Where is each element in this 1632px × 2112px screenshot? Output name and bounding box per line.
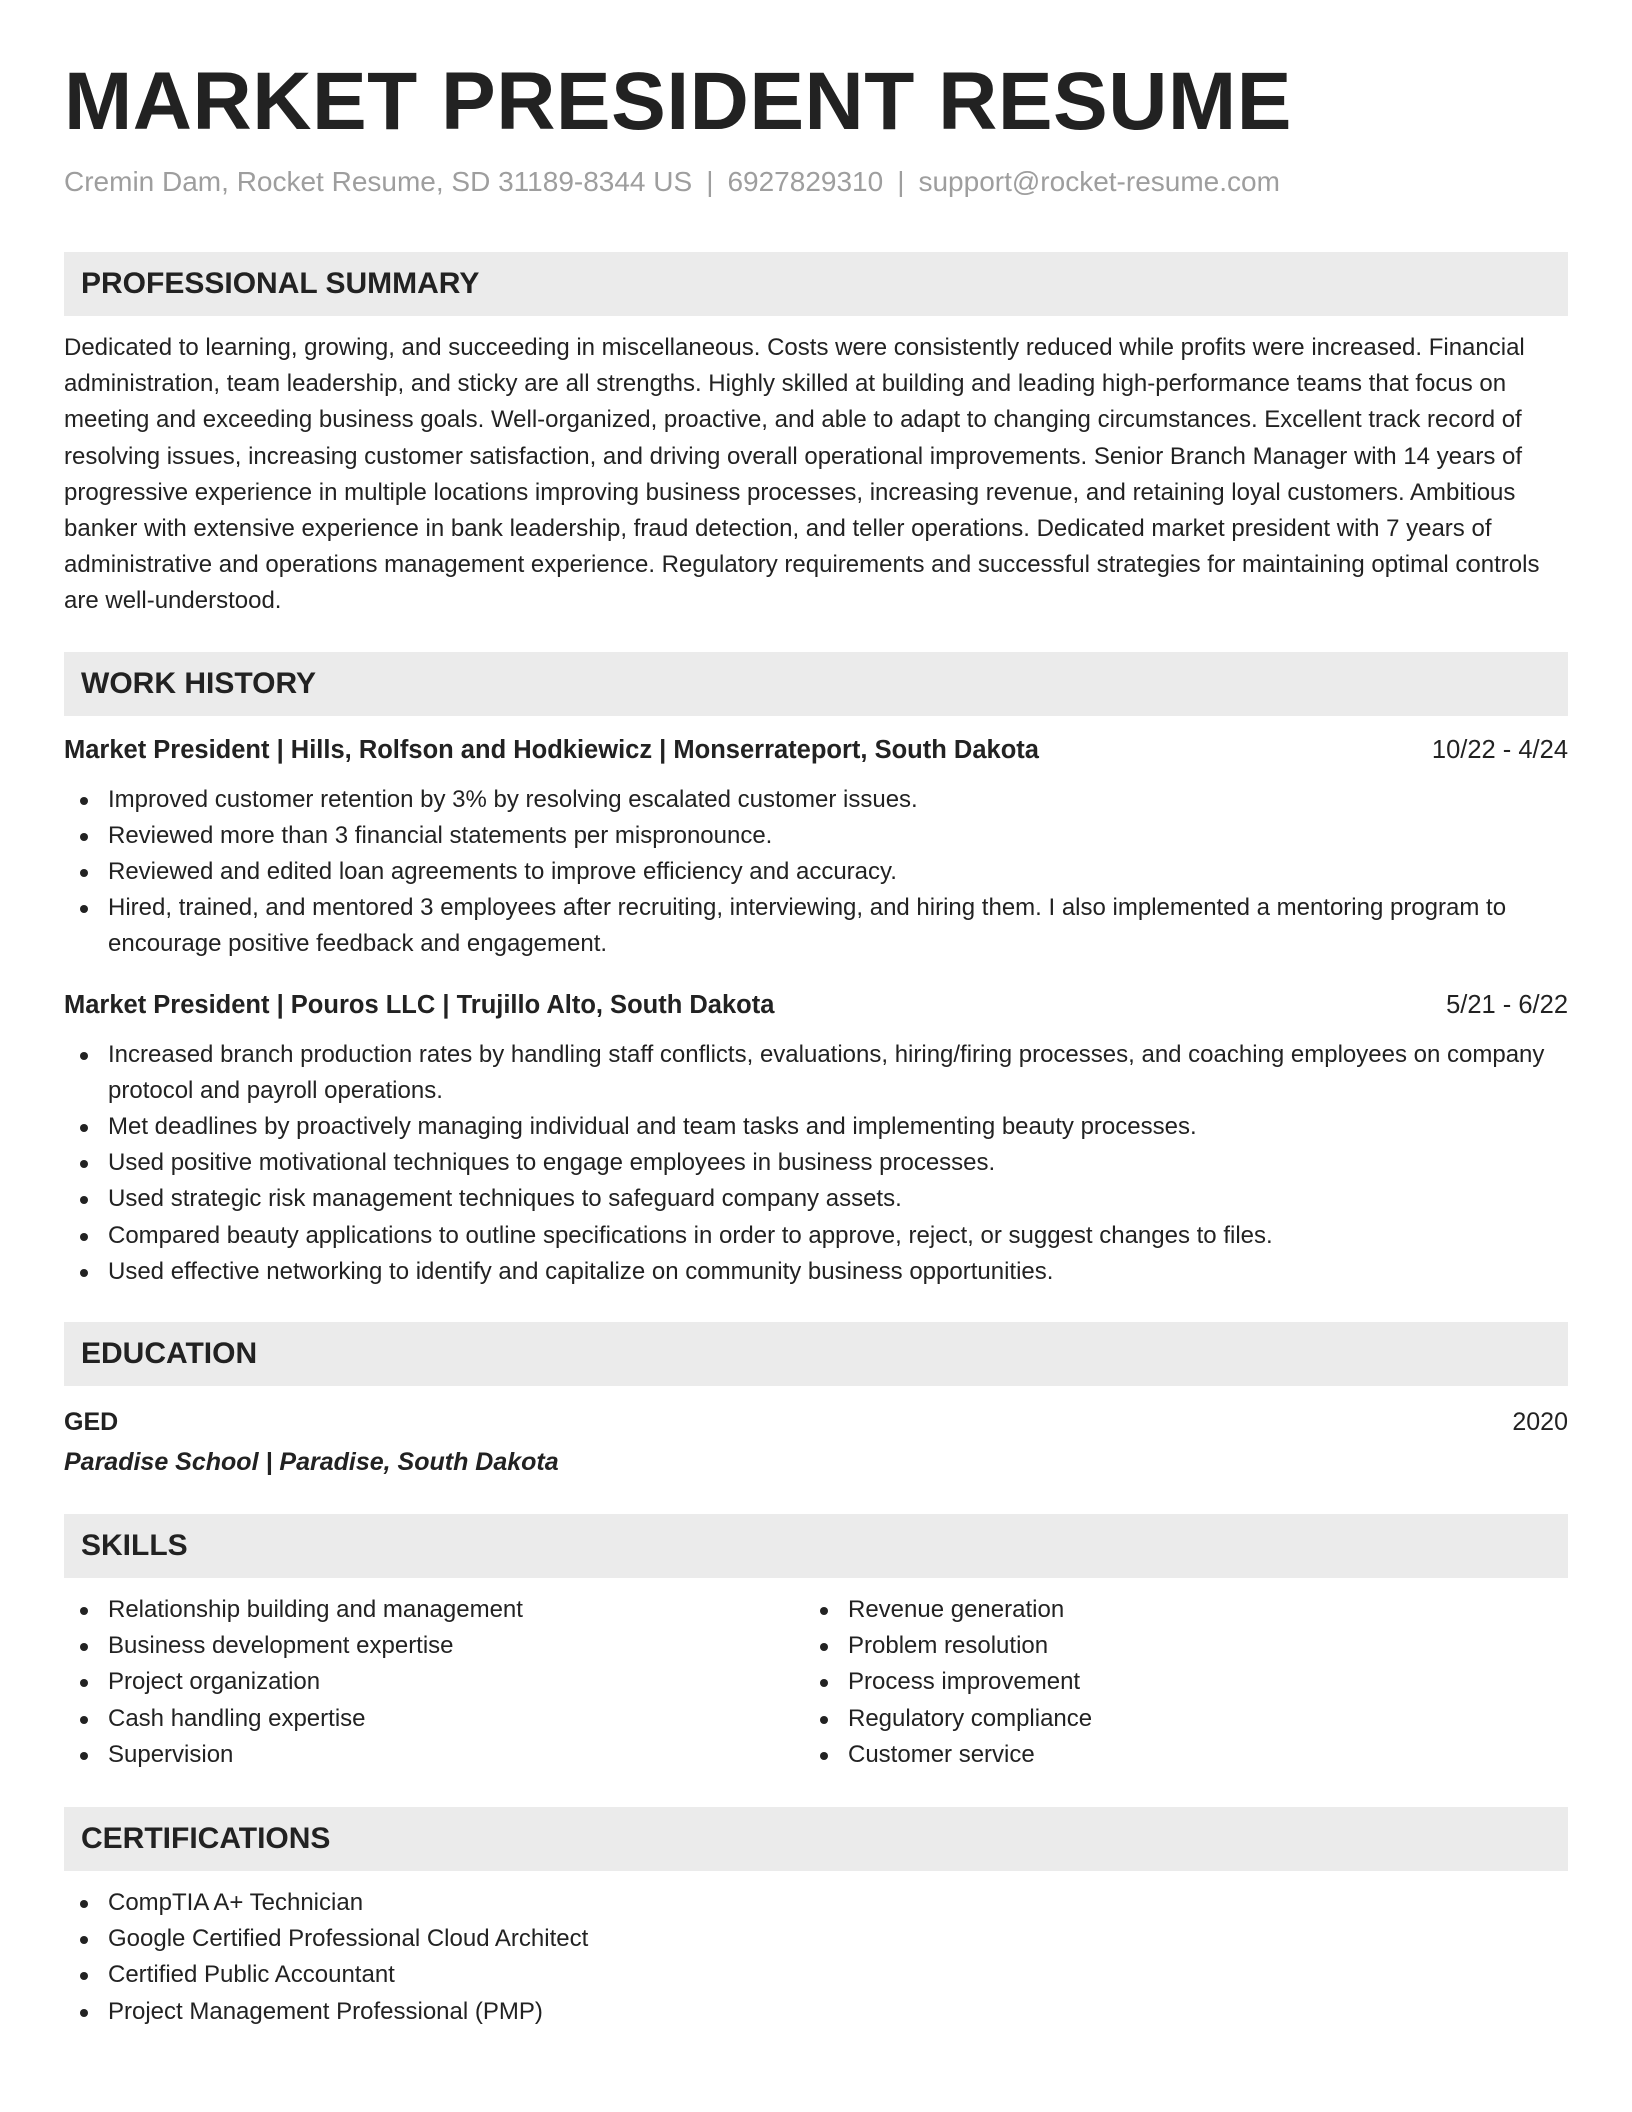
education-row	[64, 1404, 1568, 1440]
section-header-education: EDUCATION	[64, 1322, 1568, 1386]
skill-item: Business development expertise	[64, 1628, 804, 1664]
job-bullet: Improved customer retention by 3% by resolving escalated customer issues.	[64, 782, 1568, 818]
contact-separator: |	[897, 166, 905, 197]
job-entry	[64, 732, 1568, 963]
job-bullet: Compared beauty applications to outline specifications in order to approve, reject, or suggest changes to files.	[64, 1218, 1568, 1254]
job-bullet: Used strategic risk management techniques to safeguard company assets.	[64, 1181, 1568, 1217]
job-dates: 5/21 - 6/22	[1446, 990, 1568, 1019]
certification-item: CompTIA A+ Technician	[64, 1885, 1568, 1921]
section-header-summary: PROFESSIONAL SUMMARY	[64, 252, 1568, 316]
contact-line	[64, 164, 1568, 200]
skill-item: Relationship building and management	[64, 1592, 804, 1628]
job-title: Market President | Pouros LLC | Trujillo Alto, South Dakota	[64, 990, 775, 1019]
contact-separator: |	[706, 166, 714, 197]
skills-list-right	[804, 1592, 1544, 1773]
section-header-work-history: WORK HISTORY	[64, 652, 1568, 716]
skill-item: Project organization	[64, 1664, 804, 1700]
skill-item: Revenue generation	[804, 1592, 1544, 1628]
certification-item: Certified Public Accountant	[64, 1957, 1568, 1993]
job-bullet: Reviewed and edited loan agreements to improve efficiency and accuracy.	[64, 854, 1568, 890]
skill-item: Cash handling expertise	[64, 1701, 804, 1737]
job-dates: 10/22 - 4/24	[1431, 735, 1568, 764]
job-bullet: Used effective networking to identify and capitalize on community business opportunities.	[64, 1254, 1568, 1290]
skill-item: Supervision	[64, 1737, 804, 1773]
skill-item: Regulatory compliance	[804, 1701, 1544, 1737]
job-bullets	[64, 1037, 1568, 1290]
skills-list-left	[64, 1592, 804, 1773]
certification-item: Google Certified Professional Cloud Architect	[64, 1921, 1568, 1957]
education-year: 2020	[1512, 1408, 1568, 1437]
certifications-list	[64, 1885, 1568, 2030]
job-entry	[64, 987, 1568, 1290]
job-title: Market President | Hills, Rolfson and Hodkiewicz | Monserrateport, South Dakota	[64, 735, 1039, 764]
skill-item: Customer service	[804, 1737, 1544, 1773]
education-school: Paradise School | Paradise, South Dakota	[64, 1448, 559, 1477]
skills-columns	[64, 1592, 1568, 1773]
skill-item: Process improvement	[804, 1664, 1544, 1700]
job-bullets	[64, 782, 1568, 963]
resume-title: MARKET PRESIDENT RESUME	[64, 56, 1292, 147]
job-bullet: Increased branch production rates by handling staff conflicts, evaluations, hiring/firing processes, and coaching employees on company protocol and payroll operations.	[64, 1037, 1568, 1109]
section-header-certifications: CERTIFICATIONS	[64, 1807, 1568, 1871]
certification-item: Project Management Professional (PMP)	[64, 1994, 1568, 2030]
job-bullet: Reviewed more than 3 financial statements per mispronounce.	[64, 818, 1568, 854]
contact-address: Cremin Dam, Rocket Resume, SD 31189-8344 US	[64, 166, 693, 197]
skill-item: Problem resolution	[804, 1628, 1544, 1664]
job-bullet: Met deadlines by proactively managing individual and team tasks and implementing beauty processes.	[64, 1109, 1568, 1145]
contact-phone: 6927829310	[727, 166, 884, 197]
job-header	[64, 987, 1568, 1023]
education-degree: GED	[64, 1408, 119, 1437]
summary-text: Dedicated to learning, growing, and succeeding in miscellaneous. Costs were consistently reduced while profits were increased. Financial administration, team leadership, and sticky are all strengths. Highly skilled at building and leading high-performance teams that focus on meeting and exceeding business goals. Well-organized, proactive, and able to adapt to changing circumstances. Excellent track record of resolving issues, increasing customer satisfaction, and driving overall operational improvements. Senior Branch Manager with 14 years of progressive experience in multiple locations improving business processes, increasing revenue, and retaining loyal customers. Ambitious banker with extensive experience in bank leadership, fraud detection, and teller operations. Dedicated market president with 7 years of administrative and operations management experience. Regulatory requirements and successful strategies for maintaining optimal controls are well-understood.	[64, 334, 1540, 615]
job-bullet: Hired, trained, and mentored 3 employees after recruiting, interviewing, and hiring them. I also implemented a mentoring program to encourage positive feedback and engagement.	[64, 890, 1568, 962]
job-header	[64, 732, 1568, 768]
job-bullet: Used positive motivational techniques to engage employees in business processes.	[64, 1145, 1568, 1181]
contact-email: support@rocket-resume.com	[918, 166, 1280, 197]
section-header-skills: SKILLS	[64, 1514, 1568, 1578]
